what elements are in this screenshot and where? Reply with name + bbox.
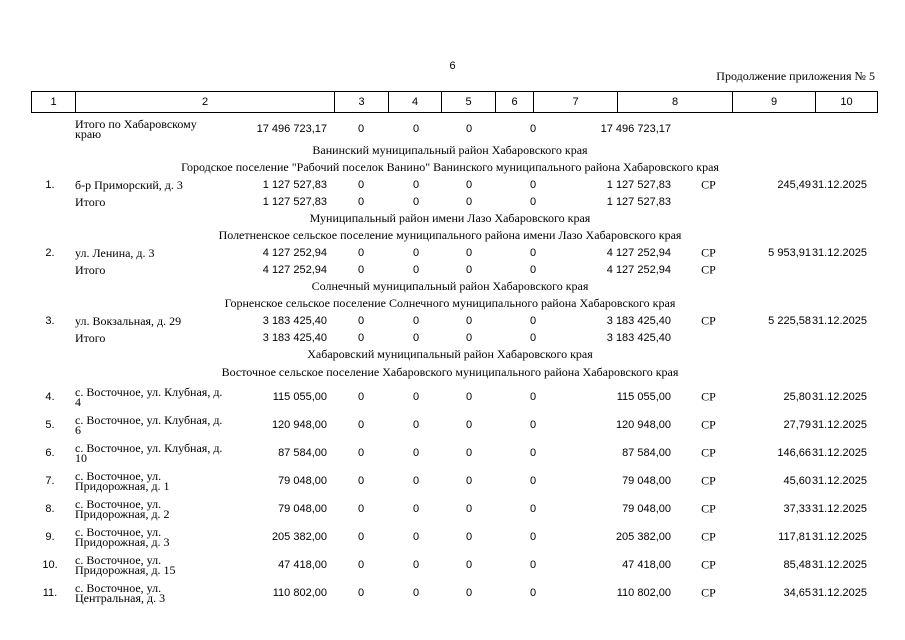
cell-value: 0 xyxy=(465,178,473,191)
cell-value: 0 xyxy=(529,314,537,327)
cell-value: 17 496 723,17 xyxy=(600,123,671,135)
cell-value: 0 xyxy=(465,587,473,599)
cell-value: 27,79 xyxy=(783,419,811,431)
section-heading: Солнечный муниципальный район Хабаровского края xyxy=(311,279,589,293)
cell-value: СР xyxy=(701,313,716,327)
cell-date: 31.12.2025 xyxy=(811,475,867,487)
cell-date: 31.12.2025 xyxy=(811,587,867,599)
cell-value: 1 127 527,83 xyxy=(606,178,671,191)
cell-value: 4 127 252,94 xyxy=(262,246,327,259)
cell-value: СР xyxy=(701,501,716,516)
cell-value: 25,80 xyxy=(783,391,811,403)
cell-value: 0 xyxy=(357,559,365,571)
column-header: 5 xyxy=(442,92,496,113)
section-heading: Хабаровский муниципальный район Хабаровского края xyxy=(307,347,593,361)
cell-value: 0 xyxy=(357,419,365,431)
address: Итого xyxy=(75,194,106,209)
cell-value: СР xyxy=(701,585,716,600)
cell-value: 115 055,00 xyxy=(616,391,671,403)
cell-date: 31.12.2025 xyxy=(811,559,867,571)
section-heading: Восточное сельское поселение Хабаровского муниципального района Хабаровского края xyxy=(221,365,679,379)
section-heading: Горненское сельское поселение Солнечного муниципального района Хабаровского края xyxy=(224,296,676,310)
cell-value: 47 418,00 xyxy=(622,559,671,571)
cell-value: 0 xyxy=(465,263,473,276)
address: б-р Приморский, д. 3 xyxy=(75,177,183,192)
cell-value: 0 xyxy=(357,314,365,327)
cell-value: 45,60 xyxy=(783,475,811,487)
row-number: 1. xyxy=(45,178,55,191)
cell-value: 0 xyxy=(357,178,365,191)
cell-value: 0 xyxy=(412,331,420,344)
cell-value: 4 127 252,94 xyxy=(606,246,671,259)
column-header: 7 xyxy=(534,92,618,113)
cell-date: 31.12.2025 xyxy=(811,447,867,459)
cell-value: 110 802,00 xyxy=(616,587,671,599)
cell-value: 87 584,00 xyxy=(278,447,327,459)
cell-value: 0 xyxy=(529,587,537,599)
cell-value: 115 055,00 xyxy=(272,391,327,403)
cell-value: 117,81 xyxy=(778,531,811,543)
address: с. Восточное, ул. Придорожная, д. 3 xyxy=(75,525,170,549)
section-heading: Городское поселение "Рабочий поселок Ванино" Ванинского муниципального района Хабаровского края xyxy=(181,160,719,174)
cell-value: 0 xyxy=(357,391,365,403)
table-row xyxy=(31,439,877,467)
cell-value: 0 xyxy=(465,531,473,543)
cell-value: 0 xyxy=(357,531,365,543)
cell-value: 0 xyxy=(412,246,420,259)
total-label: Итого по Хабаровскому краю xyxy=(75,117,197,141)
section-heading: Полетненское сельское поселение муниципального района имени Лазо Хабаровского края xyxy=(218,228,682,242)
cell-value: СР xyxy=(701,389,716,404)
table-body xyxy=(31,116,877,607)
cell-value: СР xyxy=(701,529,716,544)
cell-value: 0 xyxy=(529,263,537,276)
subtotal-row xyxy=(31,329,877,346)
column-header: 4 xyxy=(389,92,442,113)
cell-value: СР xyxy=(701,262,716,276)
row-number: 10. xyxy=(42,559,58,571)
cell-value: 3 183 425,40 xyxy=(262,314,327,327)
page-number: 6 xyxy=(449,60,456,72)
subtotal-row xyxy=(31,193,877,210)
cell-value: 5 225,58 xyxy=(768,314,811,327)
column-header: 9 xyxy=(733,92,816,113)
cell-value: 0 xyxy=(412,195,420,208)
cell-value: СР xyxy=(701,417,716,432)
column-header: 10 xyxy=(816,92,878,113)
cell-value: 0 xyxy=(412,263,420,276)
row-number: 11. xyxy=(42,587,58,599)
cell-value: 0 xyxy=(412,531,420,543)
cell-value: 0 xyxy=(529,419,537,431)
address: ул. Ленина, д. 3 xyxy=(75,245,155,260)
column-header: 3 xyxy=(335,92,389,113)
cell-value: СР xyxy=(701,473,716,488)
cell-value: 0 xyxy=(357,475,365,487)
cell-value: 0 xyxy=(412,559,420,571)
table-row xyxy=(31,383,877,411)
cell-value: 0 xyxy=(412,503,420,515)
cell-value: 0 xyxy=(465,391,473,403)
cell-value: 0 xyxy=(529,331,537,344)
section-heading: Муниципальный район имени Лазо Хабаровского края xyxy=(309,211,591,225)
cell-value: 0 xyxy=(465,246,473,259)
cell-value: 0 xyxy=(357,447,365,459)
cell-value: 245,49 xyxy=(777,178,811,191)
cell-value: 0 xyxy=(529,559,537,571)
cell-value: 3 183 425,40 xyxy=(262,331,327,344)
cell-value: 0 xyxy=(529,447,537,459)
address: Итого xyxy=(75,330,106,345)
cell-value: 79 048,00 xyxy=(622,503,671,515)
cell-value: 0 xyxy=(465,559,473,571)
table-row xyxy=(31,176,877,193)
cell-date: 31.12.2025 xyxy=(811,419,867,431)
address: ул. Вокзальная, д. 29 xyxy=(75,313,182,328)
cell-value: 0 xyxy=(465,503,473,515)
address: с. Восточное, ул. Клубная, д. 6 xyxy=(75,413,223,437)
cell-value: 79 048,00 xyxy=(278,475,327,487)
cell-value: 0 xyxy=(529,503,537,515)
table-row xyxy=(31,495,877,523)
cell-value: 110 802,00 xyxy=(272,587,327,599)
column-header: 2 xyxy=(76,92,335,113)
cell-value: 0 xyxy=(412,447,420,459)
row-number: 4. xyxy=(45,391,55,403)
cell-value: 0 xyxy=(412,178,420,191)
address: с. Восточное, ул. Придорожная, д. 1 xyxy=(75,469,170,493)
cell-value: 0 xyxy=(465,475,473,487)
cell-value: 0 xyxy=(529,178,537,191)
cell-value: 0 xyxy=(357,246,365,259)
cell-value: 0 xyxy=(529,195,537,208)
cell-value: 120 948,00 xyxy=(615,419,671,431)
cell-value: 1 127 527,83 xyxy=(262,178,327,191)
table-row xyxy=(31,411,877,439)
cell-value: 1 127 527,83 xyxy=(262,195,327,208)
cell-value: 0 xyxy=(529,475,537,487)
column-header: 6 xyxy=(496,92,534,113)
column-header: 8 xyxy=(618,92,733,113)
cell-value: 0 xyxy=(412,314,420,327)
address: с. Восточное, ул. Придорожная, д. 15 xyxy=(75,553,176,577)
row-number: 2. xyxy=(45,246,55,259)
cell-date: 31.12.2025 xyxy=(811,391,867,403)
address: Итого xyxy=(75,262,106,277)
cell-value: 0 xyxy=(529,391,537,403)
cell-value: 0 xyxy=(357,195,365,208)
total-row xyxy=(31,116,877,142)
continuation-note: Продолжение приложения № 5 xyxy=(716,69,875,83)
cell-value: 0 xyxy=(357,503,365,515)
cell-value: 146,66 xyxy=(777,447,811,459)
cell-value: 0 xyxy=(529,246,537,259)
row-number: 3. xyxy=(45,314,55,327)
cell-value: 3 183 425,40 xyxy=(606,331,671,344)
cell-value: 47 418,00 xyxy=(278,559,327,571)
address: с. Восточное, ул. Центральная, д. 3 xyxy=(75,581,166,605)
cell-value: 0 xyxy=(465,447,473,459)
subtotal-row xyxy=(31,261,877,278)
cell-value: 205 382,00 xyxy=(271,531,327,543)
cell-value: 0 xyxy=(412,123,420,135)
cell-value: 1 127 527,83 xyxy=(606,195,671,208)
cell-value: 0 xyxy=(465,123,473,135)
cell-value: 0 xyxy=(465,314,473,327)
cell-value: СР xyxy=(701,177,716,191)
cell-value: СР xyxy=(701,445,716,460)
column-header-row xyxy=(32,92,878,113)
cell-value: 37,33 xyxy=(783,503,811,515)
cell-value: 3 183 425,40 xyxy=(606,314,671,327)
row-number: 9. xyxy=(45,531,55,543)
column-header-table xyxy=(31,91,878,113)
cell-value: 0 xyxy=(529,123,537,135)
cell-value: 0 xyxy=(412,475,420,487)
cell-value: 0 xyxy=(357,263,365,276)
address: с. Восточное, ул. Придорожная, д. 2 xyxy=(75,497,170,521)
row-number: 7. xyxy=(45,475,55,487)
cell-value: 0 xyxy=(465,419,473,431)
address: с. Восточное, ул. Клубная, д. 10 xyxy=(75,441,223,465)
cell-value: 87 584,00 xyxy=(622,447,671,459)
cell-value: СР xyxy=(701,245,716,259)
cell-value: 205 382,00 xyxy=(615,531,671,543)
cell-value: 0 xyxy=(465,195,473,208)
cell-value: 0 xyxy=(412,391,420,403)
cell-value: 0 xyxy=(412,419,420,431)
cell-value: 0 xyxy=(357,587,365,599)
cell-date: 31.12.2025 xyxy=(811,178,867,191)
table-row xyxy=(31,244,877,261)
cell-value: 4 127 252,94 xyxy=(606,263,671,276)
cell-value: 79 048,00 xyxy=(278,503,327,515)
cell-value: 79 048,00 xyxy=(622,475,671,487)
cell-date: 31.12.2025 xyxy=(811,503,867,515)
section-heading: Ванинский муниципальный район Хабаровского края xyxy=(312,143,588,157)
cell-value: 0 xyxy=(357,123,365,135)
cell-value: 85,48 xyxy=(783,559,811,571)
address: с. Восточное, ул. Клубная, д. 4 xyxy=(75,385,223,409)
cell-date: 31.12.2025 xyxy=(811,246,867,259)
table-row xyxy=(31,312,877,329)
cell-value: 0 xyxy=(412,587,420,599)
cell-value: 34,65 xyxy=(783,587,811,599)
cell-date: 31.12.2025 xyxy=(811,314,867,327)
cell-value: 0 xyxy=(465,331,473,344)
cell-value: 0 xyxy=(357,331,365,344)
cell-value: СР xyxy=(701,557,716,572)
cell-value: 0 xyxy=(529,531,537,543)
cell-value: 120 948,00 xyxy=(271,419,327,431)
table-row xyxy=(31,551,877,579)
table-row xyxy=(31,467,877,495)
row-number: 5. xyxy=(45,419,55,431)
table-row xyxy=(31,523,877,551)
row-number: 6. xyxy=(45,447,55,459)
cell-value: 5 953,91 xyxy=(768,246,811,259)
column-header: 1 xyxy=(32,92,76,113)
table-row xyxy=(31,579,877,607)
cell-date: 31.12.2025 xyxy=(811,531,867,543)
cell-value: 4 127 252,94 xyxy=(262,263,327,276)
row-number: 8. xyxy=(45,503,55,515)
cell-value: 17 496 723,17 xyxy=(256,123,327,135)
